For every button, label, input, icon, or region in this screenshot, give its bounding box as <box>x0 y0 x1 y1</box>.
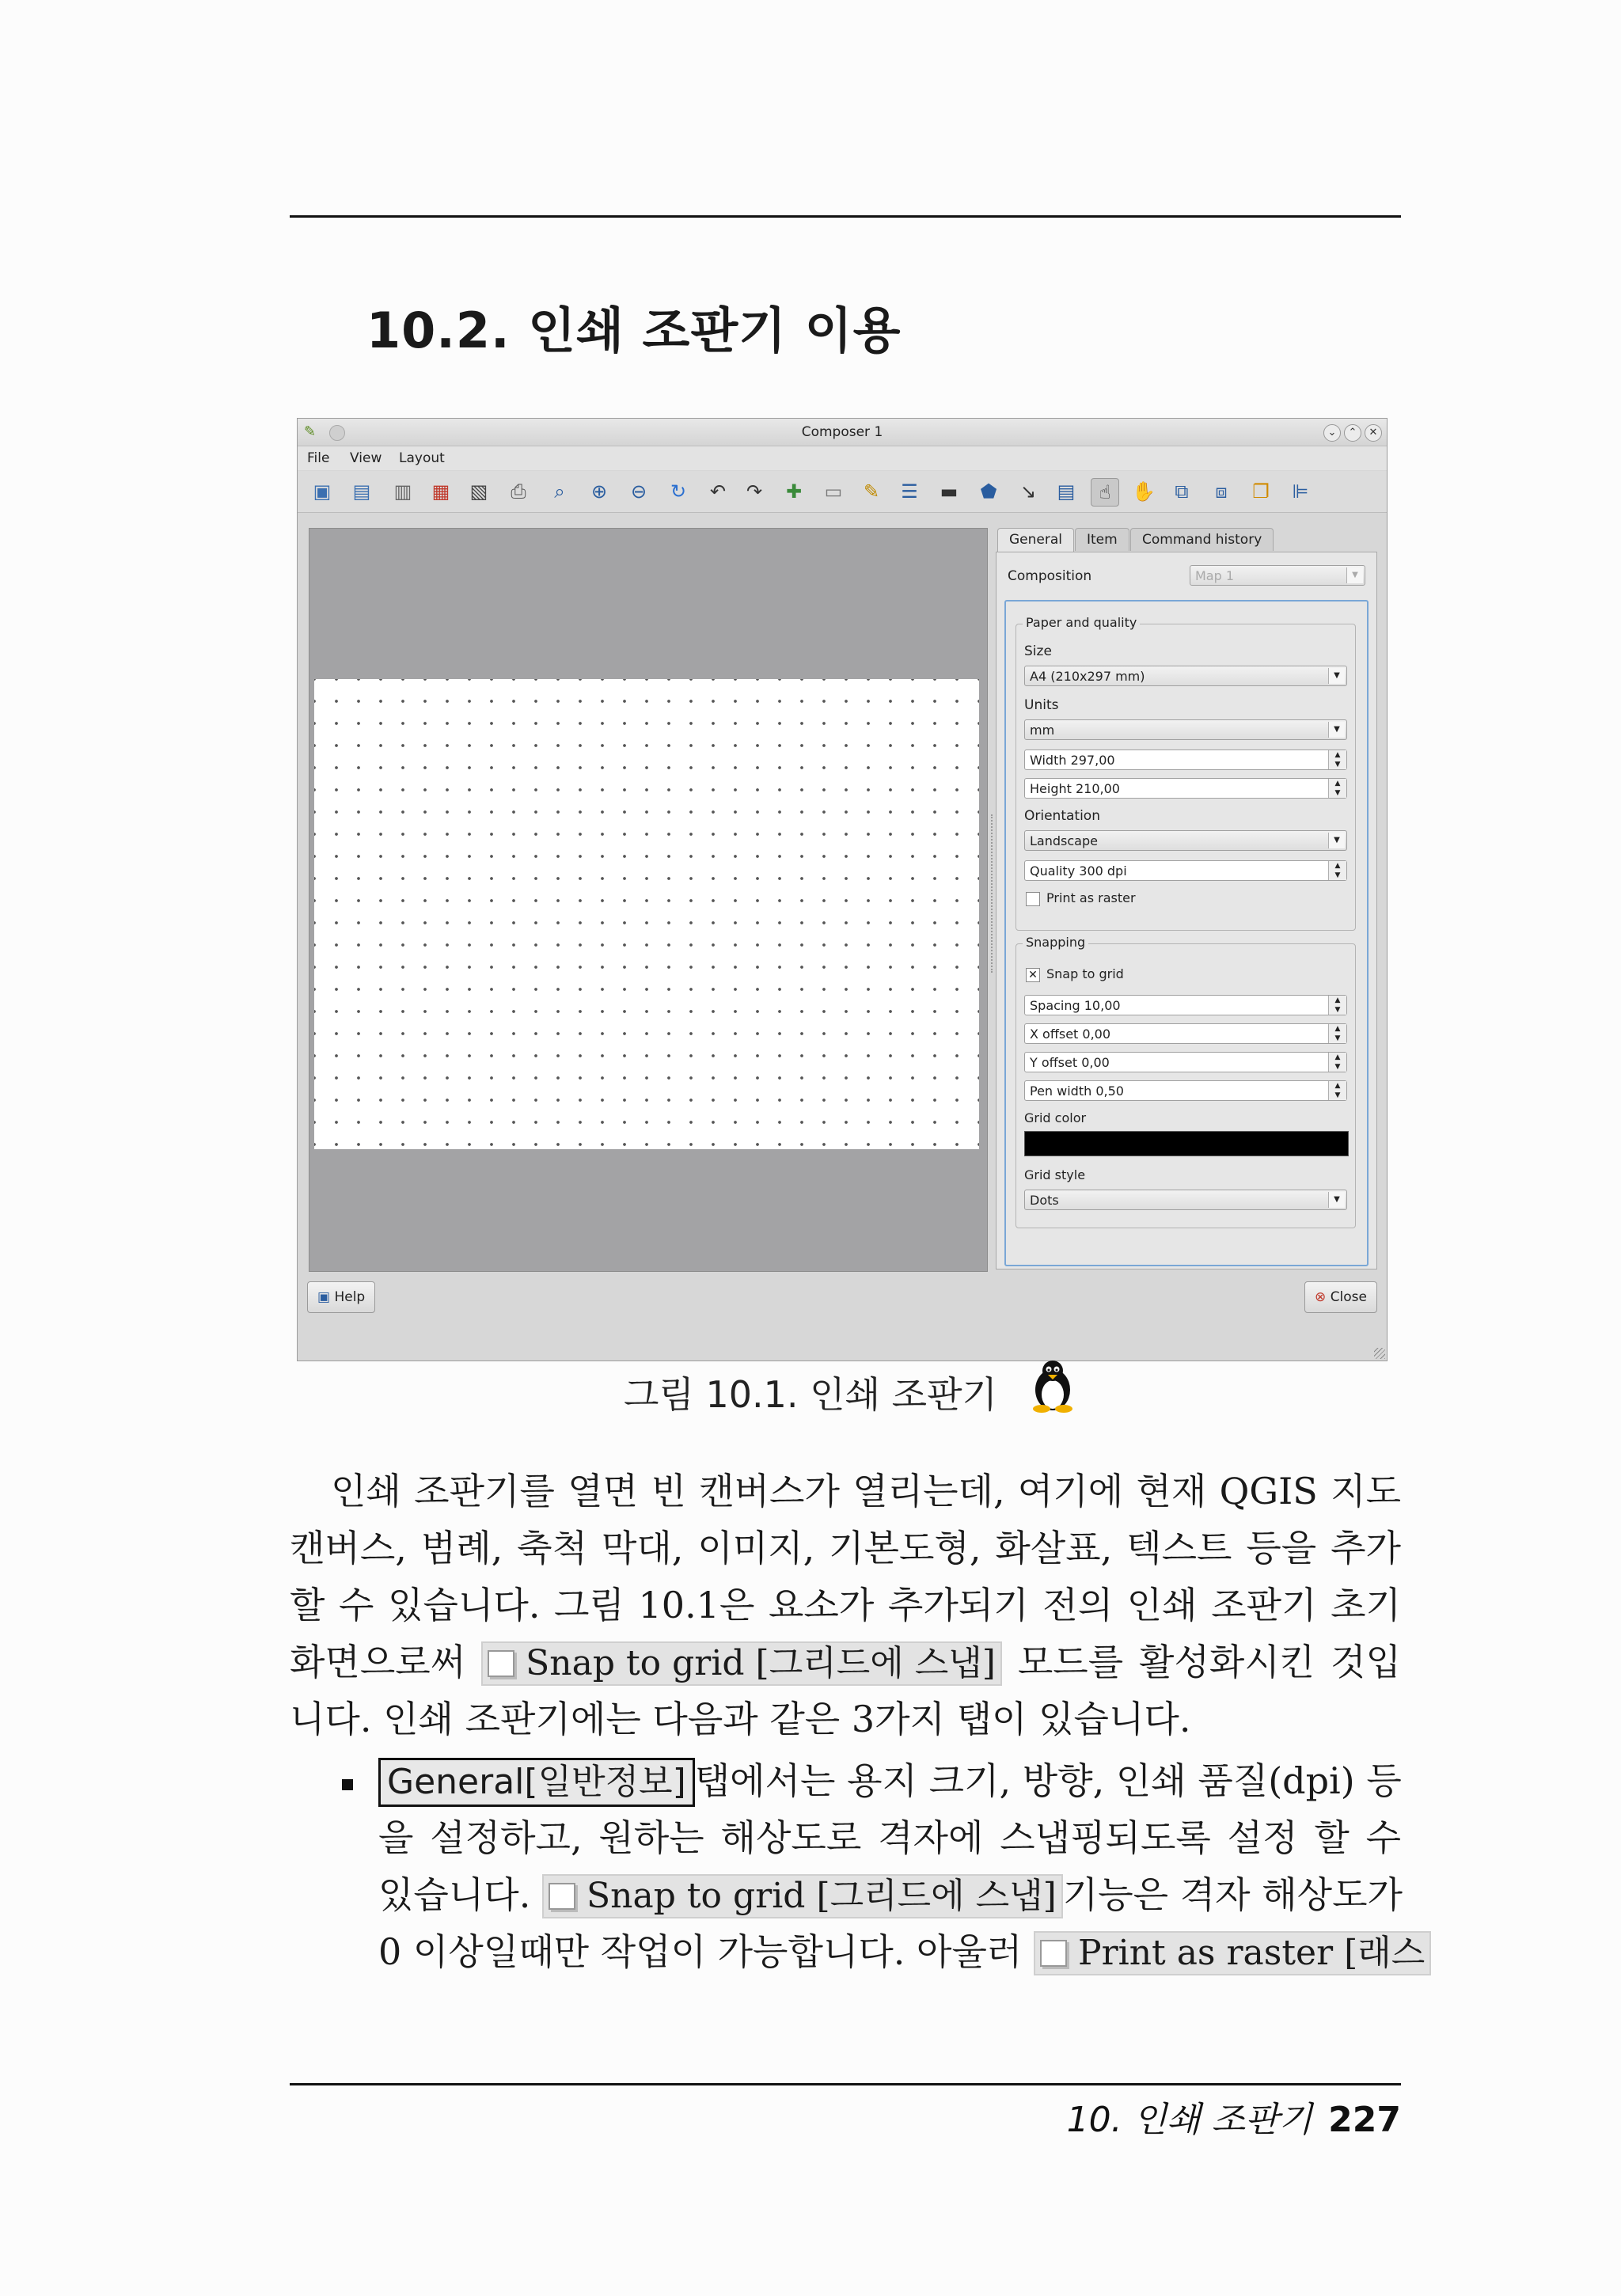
units-label: Units <box>1024 697 1059 713</box>
align-icon[interactable]: ⊫ <box>1292 480 1309 503</box>
bullet-line-4-start: 0 이상일때만 작업이 가능합니다. 아울러 <box>378 1930 1023 1973</box>
bullet-line-3-start: 있습니다. <box>378 1873 531 1916</box>
size-select[interactable] <box>1024 666 1347 686</box>
export-image-icon[interactable]: ▥ <box>393 480 412 503</box>
bullet-line <box>378 1752 1401 1809</box>
tab-item[interactable]: Item <box>1075 528 1129 551</box>
grid-style-value: Dots <box>1030 1193 1059 1208</box>
add-label-icon[interactable]: ✎ <box>863 480 880 503</box>
tab-general[interactable]: General <box>997 528 1074 552</box>
height-value: Height 210,00 <box>1030 781 1120 796</box>
bullet-line: 을 설정하고, 원하는 해상도로 격자에 스냅핑되도록 설정 할 수 <box>378 1816 1401 1859</box>
spin-arrows-icon[interactable]: ▲ ▼ <box>1328 861 1346 880</box>
orientation-select[interactable] <box>1024 830 1347 851</box>
size-value: A4 (210x297 mm) <box>1030 669 1145 684</box>
composer-window <box>297 418 1388 1361</box>
spin-arrows-icon[interactable]: ▲ ▼ <box>1328 779 1346 798</box>
figure-caption: 그림 10.1. 인쇄 조판기 <box>624 1373 997 1416</box>
checkbox-icon <box>488 1650 514 1677</box>
snap-to-grid-text: Snap to grid [그리드에 스냅] <box>587 1876 1057 1916</box>
height-spinbox[interactable] <box>1024 778 1347 799</box>
move-content-icon[interactable]: ✋ <box>1132 480 1156 503</box>
properties-dock <box>996 528 1379 1272</box>
add-image-icon[interactable]: ▭ <box>824 480 843 503</box>
grid-color-button[interactable] <box>1024 1131 1349 1156</box>
resize-grip-icon[interactable] <box>1374 1348 1385 1359</box>
paper-quality-group <box>1015 615 1356 931</box>
linux-tux-icon <box>1026 1358 1080 1414</box>
body-line-4-end: 모드를 활성화시킨 것입 <box>1017 1641 1402 1683</box>
export-pdf-icon[interactable]: ▦ <box>431 480 450 503</box>
dock-tabs <box>996 528 1379 552</box>
select-move-icon[interactable]: ☝ <box>1091 478 1119 507</box>
snap-to-grid-label: Snap to grid <box>1046 966 1124 981</box>
close-label: Close <box>1330 1289 1367 1305</box>
chevron-down-icon: ▼ <box>1328 722 1345 738</box>
checkbox-icon <box>1040 1940 1067 1967</box>
add-scalebar-icon[interactable]: ▬ <box>940 480 959 503</box>
composition-value: Map 1 <box>1195 568 1235 583</box>
menu-layout[interactable]: Layout <box>399 450 445 466</box>
body-line <box>290 1463 1401 1520</box>
spin-arrows-icon[interactable]: ▲ ▼ <box>1328 1081 1346 1100</box>
close-icon: ⊗ <box>1315 1289 1327 1305</box>
help-icon: ▣ <box>317 1289 331 1305</box>
body-line <box>290 1634 1401 1691</box>
toolbar <box>298 471 1387 513</box>
snapping-group <box>1015 935 1356 1228</box>
general-panel <box>996 552 1377 1269</box>
add-legend-icon[interactable]: ☰ <box>901 480 918 503</box>
save-icon[interactable]: ▤ <box>352 480 371 503</box>
grid-style-label: Grid style <box>1024 1167 1086 1182</box>
y-offset-spinbox[interactable] <box>1024 1052 1347 1072</box>
snap-to-grid-reference <box>481 1641 1002 1686</box>
snapping-title: Snapping <box>1023 935 1088 950</box>
general-tab-reference: General[일반정보] <box>378 1758 695 1807</box>
help-button[interactable] <box>307 1281 375 1313</box>
body-line-4-start: 화면으로써 <box>290 1641 466 1683</box>
bottom-rule <box>290 2083 1401 2085</box>
x-offset-value: X offset 0,00 <box>1030 1027 1111 1042</box>
spacing-spinbox[interactable] <box>1024 995 1347 1015</box>
paper-sheet[interactable] <box>314 679 979 1149</box>
close-window-icon[interactable]: ✕ <box>1365 424 1382 442</box>
quality-value: Quality 300 dpi <box>1030 863 1127 879</box>
print-as-raster-reference <box>1034 1931 1431 1975</box>
body-line: 캔버스, 범례, 축척 막대, 이미지, 기본도형, 화살표, 텍스트 등을 추가 <box>290 1527 1401 1569</box>
body-line: 할 수 있습니다. 그림 10.1은 요소가 추가되기 전의 인쇄 조판기 초기 <box>290 1584 1401 1626</box>
print-as-raster-checkbox[interactable] <box>1026 892 1040 906</box>
chevron-down-icon: ▼ <box>1328 1192 1345 1208</box>
open-icon[interactable]: ▣ <box>313 480 332 503</box>
menubar <box>298 446 1387 470</box>
width-value: Width 297,00 <box>1030 753 1115 768</box>
print-as-raster-text: Print as raster [래스 <box>1077 1933 1425 1973</box>
top-rule <box>290 215 1401 218</box>
bullet-line-3-end: 기능은 격자 해상도가 <box>1062 1873 1403 1916</box>
page-footer <box>1067 2091 1401 2142</box>
units-select[interactable] <box>1024 719 1347 740</box>
bullet-line-1: 탭에서는 용지 크기, 방향, 인쇄 품질(dpi) 등 <box>694 1759 1402 1802</box>
print-as-raster-label: Print as raster <box>1046 890 1136 905</box>
refresh-icon[interactable]: ↻ <box>670 480 687 503</box>
bullet-line <box>378 1923 1425 1980</box>
section-heading: 10.2. 인쇄 조판기 이용 <box>366 302 902 359</box>
maximize-icon[interactable]: ⌃ <box>1344 424 1361 442</box>
help-label: Help <box>334 1289 366 1305</box>
button-bar <box>298 1275 1387 1361</box>
menu-view[interactable]: View <box>350 450 382 466</box>
grid-style-select[interactable] <box>1024 1190 1347 1210</box>
snap-to-grid-text: Snap to grid [그리드에 스냅] <box>526 1643 996 1683</box>
orientation-value: Landscape <box>1030 833 1098 848</box>
spin-arrows-icon[interactable]: ▲ ▼ <box>1328 996 1346 1015</box>
snap-to-grid-reference <box>542 1874 1063 1918</box>
checkbox-icon <box>549 1883 575 1910</box>
spin-arrows-icon[interactable]: ▲ ▼ <box>1328 1053 1346 1072</box>
ungroup-icon[interactable]: ⧈ <box>1215 480 1228 503</box>
print-icon[interactable]: ⎙ <box>511 480 526 503</box>
pen-width-spinbox[interactable] <box>1024 1080 1347 1101</box>
window-title: Composer 1 <box>801 424 883 440</box>
redo-icon[interactable]: ↷ <box>746 480 763 503</box>
units-value: mm <box>1030 723 1055 738</box>
composition-label: Composition <box>1008 568 1092 584</box>
add-map-icon[interactable]: ✚ <box>785 480 803 503</box>
spin-arrows-icon[interactable]: ▲ ▼ <box>1328 750 1346 769</box>
export-svg-icon[interactable]: ▧ <box>469 480 488 503</box>
composer-canvas[interactable] <box>309 528 988 1272</box>
body-line: 니다. 인쇄 조판기에는 다음과 같은 3가지 탭이 있습니다. <box>290 1698 1191 1740</box>
page-number: 227 <box>1328 2100 1401 2140</box>
footer-chapter: 10. 인쇄 조판기 <box>1066 2100 1313 2140</box>
composition-select[interactable] <box>1190 565 1365 586</box>
bullet-marker <box>342 1779 353 1790</box>
chevron-down-icon: ▼ <box>1328 668 1345 684</box>
qgis-logo-icon: ✎ <box>304 423 317 440</box>
size-label: Size <box>1024 643 1052 659</box>
body-line-1: 인쇄 조판기를 열면 빈 캔버스가 열리는데, 여기에 현재 QGIS 지도 <box>331 1470 1401 1512</box>
add-shape-icon[interactable]: ⬟ <box>980 480 997 503</box>
width-spinbox[interactable] <box>1024 750 1347 770</box>
quality-spinbox[interactable] <box>1024 860 1347 881</box>
chevron-down-icon: ▼ <box>1328 833 1345 848</box>
group-icon[interactable]: ⧉ <box>1175 480 1189 503</box>
snap-to-grid-checkbox[interactable]: ✕ <box>1026 968 1040 982</box>
window-titlebar <box>298 419 1387 446</box>
x-offset-spinbox[interactable] <box>1024 1023 1347 1044</box>
zoom-full-icon[interactable]: ⌕ <box>554 480 565 503</box>
grid-color-label: Grid color <box>1024 1110 1087 1125</box>
tab-command-history[interactable]: Command history <box>1130 528 1274 551</box>
y-offset-value: Y offset 0,00 <box>1030 1055 1110 1070</box>
chevron-down-icon: ▼ <box>1346 567 1363 583</box>
zoom-in-icon[interactable]: ⊕ <box>590 480 608 503</box>
bullet-line <box>378 1866 1401 1923</box>
add-table-icon[interactable]: ▤ <box>1057 480 1076 503</box>
paper-quality-title: Paper and quality <box>1023 615 1140 630</box>
spin-arrows-icon[interactable]: ▲ ▼ <box>1328 1024 1346 1043</box>
minimize-icon[interactable]: ⌄ <box>1323 424 1341 442</box>
menu-file[interactable]: File <box>307 450 330 466</box>
raise-icon[interactable]: ❐ <box>1252 480 1270 503</box>
pen-width-value: Pen width 0,50 <box>1030 1083 1124 1099</box>
undo-icon[interactable]: ↶ <box>709 480 727 503</box>
orientation-label: Orientation <box>1024 808 1100 824</box>
close-button[interactable] <box>1304 1281 1377 1313</box>
spacing-value: Spacing 10,00 <box>1030 998 1121 1013</box>
add-arrow-icon[interactable]: ↘ <box>1019 480 1037 503</box>
zoom-out-icon[interactable]: ⊖ <box>630 480 647 503</box>
